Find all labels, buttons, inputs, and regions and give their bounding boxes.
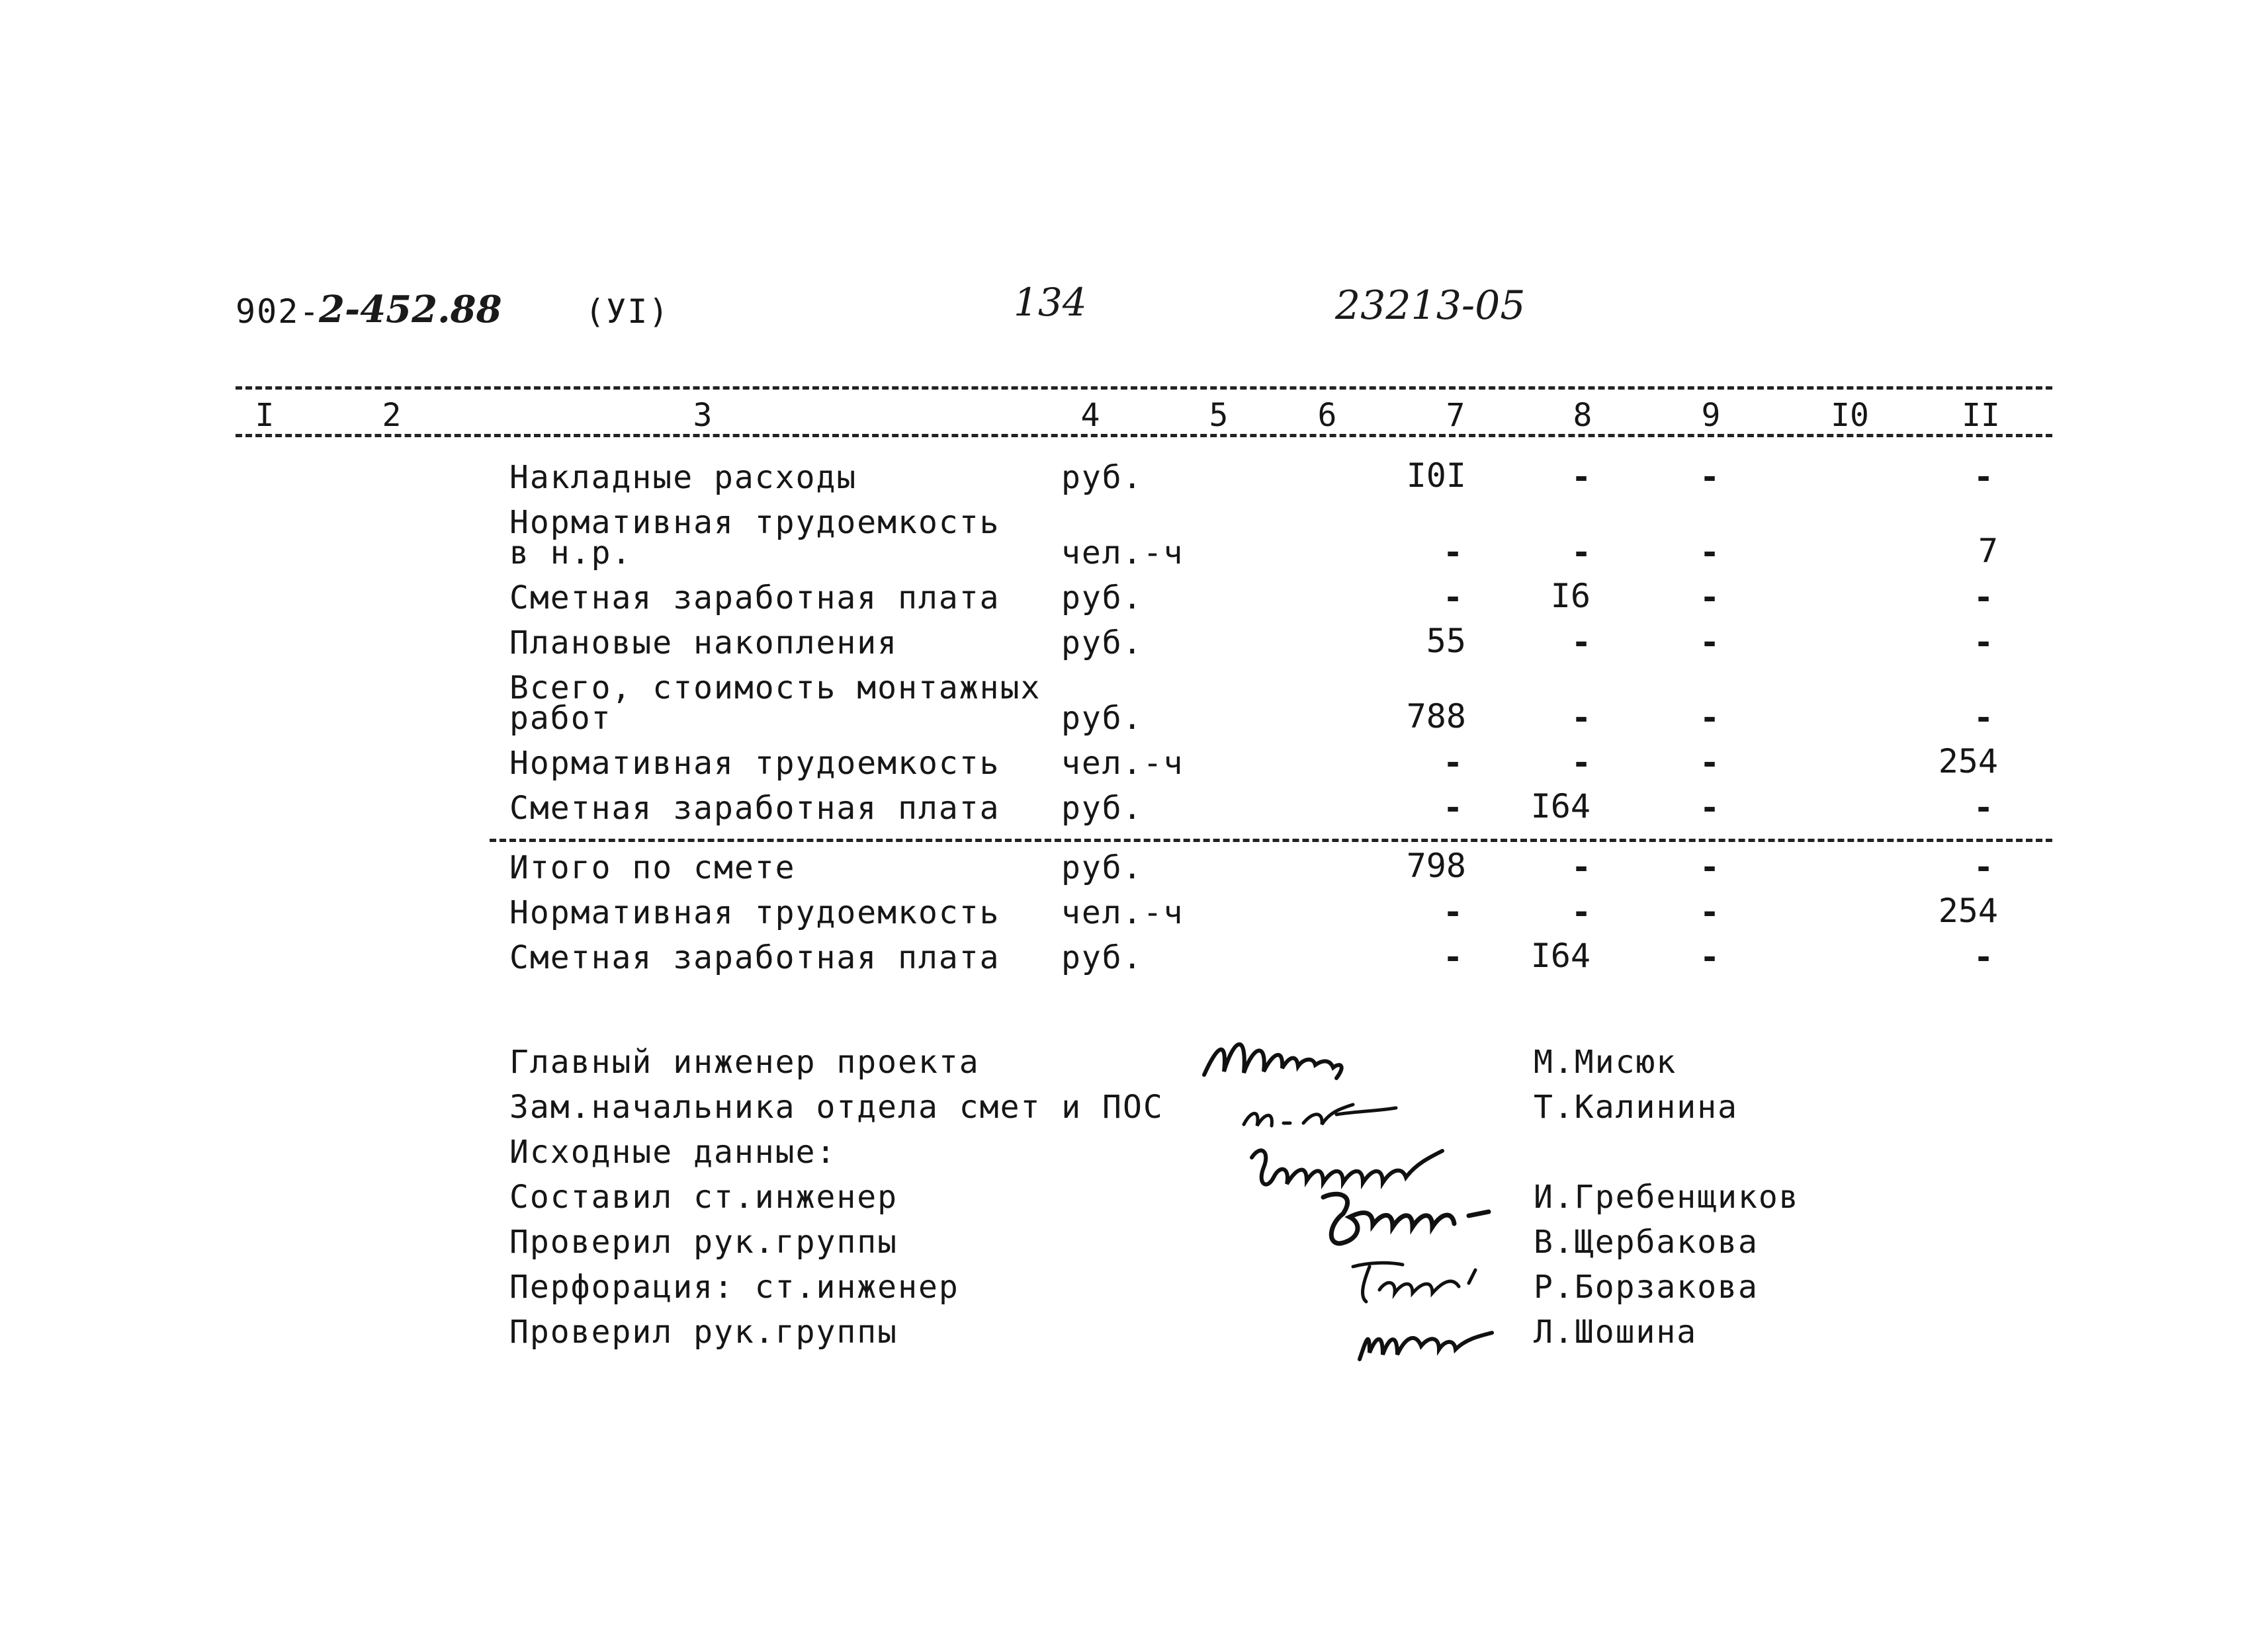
- cell-col9: -: [1699, 578, 1720, 616]
- header-bottom-rule: [236, 434, 2052, 437]
- signatory-name: В.Щербакова: [1534, 1224, 1759, 1261]
- column-number-8: 8: [1573, 397, 1592, 434]
- totals-label: Сметная заработная плата: [509, 939, 1000, 976]
- cell-col11: 7: [1978, 532, 1998, 570]
- row-unit: чел.-ч: [1061, 534, 1184, 571]
- signatory-name: Т.Калинина: [1534, 1089, 1738, 1126]
- cell-col9: -: [1699, 698, 1720, 737]
- totals-col11: -: [1973, 938, 1994, 976]
- totals-col11: 254: [1938, 892, 1998, 930]
- column-number-10: I0: [1831, 397, 1869, 434]
- cell-col8: I64: [1530, 787, 1591, 825]
- row-label: Плановые накопления: [509, 624, 898, 661]
- totals-label: Итого по смете: [509, 849, 796, 886]
- totals-unit: руб.: [1061, 939, 1143, 976]
- row-label: Сметная заработная плата: [509, 790, 1000, 827]
- column-number-1: I: [255, 397, 275, 434]
- signature-role: Главный инженер проекта: [509, 1044, 980, 1081]
- cell-col11: -: [1973, 698, 1994, 737]
- totals-col8: I64: [1530, 937, 1591, 975]
- cell-col11: 254: [1938, 742, 1998, 780]
- row-unit: руб.: [1061, 459, 1143, 496]
- row-unit: руб.: [1061, 624, 1143, 661]
- header-top-rule: [236, 386, 2052, 390]
- totals-label: Нормативная трудоемкость: [509, 894, 1000, 931]
- column-number-4: 4: [1080, 397, 1100, 434]
- signatory-name: М.Мисюк: [1534, 1044, 1677, 1081]
- totals-col9: -: [1699, 938, 1720, 976]
- column-number-11: II: [1962, 397, 2000, 434]
- signature-mark-shcherbakova: [1310, 1184, 1515, 1257]
- row-label-continued: работ: [509, 700, 612, 737]
- page-number: 134: [1014, 280, 1087, 325]
- doc-code-handwritten: 2-452.88: [319, 288, 502, 331]
- column-number-3: 3: [693, 397, 713, 434]
- row-unit: чел.-ч: [1061, 745, 1184, 782]
- column-number-6: 6: [1317, 397, 1337, 434]
- totals-col9: -: [1699, 893, 1720, 931]
- cell-col8: -: [1571, 623, 1592, 661]
- registry-number: 23213-05: [1335, 282, 1526, 329]
- totals-col8: -: [1571, 893, 1592, 931]
- column-number-7: 7: [1446, 397, 1465, 434]
- signature-role: Проверил рук.группы: [509, 1224, 898, 1261]
- totals-unit: чел.-ч: [1061, 894, 1184, 931]
- cell-col8: I6: [1550, 577, 1591, 615]
- totals-divider-rule: [490, 839, 2052, 842]
- totals-col7: -: [1442, 893, 1463, 931]
- signature-mark-borzakova: [1343, 1257, 1508, 1310]
- row-label: Нормативная трудоемкость: [509, 745, 1000, 782]
- totals-col8: -: [1571, 848, 1592, 886]
- cell-col8: -: [1571, 533, 1592, 571]
- signature-role: Проверил рук.группы: [509, 1314, 898, 1351]
- cell-col11: -: [1973, 788, 1994, 827]
- cell-col9: -: [1699, 743, 1720, 782]
- row-unit: руб.: [1061, 790, 1143, 827]
- cell-col8: -: [1571, 458, 1592, 496]
- cell-col7: -: [1442, 533, 1463, 571]
- cell-col7: -: [1442, 788, 1463, 827]
- cell-col11: -: [1973, 623, 1994, 661]
- column-number-9: 9: [1701, 397, 1721, 434]
- cell-col11: -: [1973, 578, 1994, 616]
- doc-code-prefix: 902-: [236, 292, 321, 331]
- totals-col7: -: [1442, 938, 1463, 976]
- signature-role: Исходные данные:: [509, 1134, 837, 1171]
- column-number-2: 2: [382, 397, 402, 434]
- signatory-name: Р.Борзакова: [1534, 1269, 1759, 1306]
- totals-col7: 798: [1406, 847, 1466, 885]
- row-unit: руб.: [1061, 700, 1143, 737]
- signature-mark-shoshina: [1350, 1310, 1502, 1369]
- cell-col9: -: [1699, 788, 1720, 827]
- cell-col8: -: [1571, 698, 1592, 737]
- signature-mark-misyuk: [1198, 1019, 1376, 1091]
- row-label: Нормативная трудоемкость: [509, 504, 1000, 541]
- cell-col11: -: [1973, 458, 1994, 496]
- row-label: Сметная заработная плата: [509, 579, 1000, 616]
- cell-col8: -: [1571, 743, 1592, 782]
- totals-col9: -: [1699, 848, 1720, 886]
- signatory-name: И.Гребенщиков: [1534, 1179, 1800, 1216]
- cell-col7: -: [1442, 743, 1463, 782]
- row-unit: руб.: [1061, 579, 1143, 616]
- row-label: Всего, стоимость монтажных: [509, 669, 1041, 706]
- cell-col7: 55: [1426, 622, 1466, 660]
- signature-role: Перфорация: ст.инженер: [509, 1269, 959, 1306]
- cell-col7: 788: [1406, 697, 1466, 736]
- totals-col11: -: [1973, 848, 1994, 886]
- totals-unit: руб.: [1061, 849, 1143, 886]
- cell-col7: I0I: [1406, 456, 1466, 495]
- cell-col9: -: [1699, 458, 1720, 496]
- signature-role: Составил ст.инженер: [509, 1179, 898, 1216]
- cell-col9: -: [1699, 623, 1720, 661]
- cell-col7: -: [1442, 578, 1463, 616]
- section-number: (УI): [585, 292, 670, 331]
- signature-mark-kalinina: [1237, 1091, 1409, 1138]
- row-label-continued: в н.р.: [509, 534, 632, 571]
- column-number-5: 5: [1209, 397, 1229, 434]
- signatory-name: Л.Шошина: [1534, 1314, 1698, 1351]
- cell-col9: -: [1699, 533, 1720, 571]
- row-label: Накладные расходы: [509, 459, 857, 496]
- signature-role: Зам.начальника отдела смет и ПОС: [509, 1089, 1164, 1126]
